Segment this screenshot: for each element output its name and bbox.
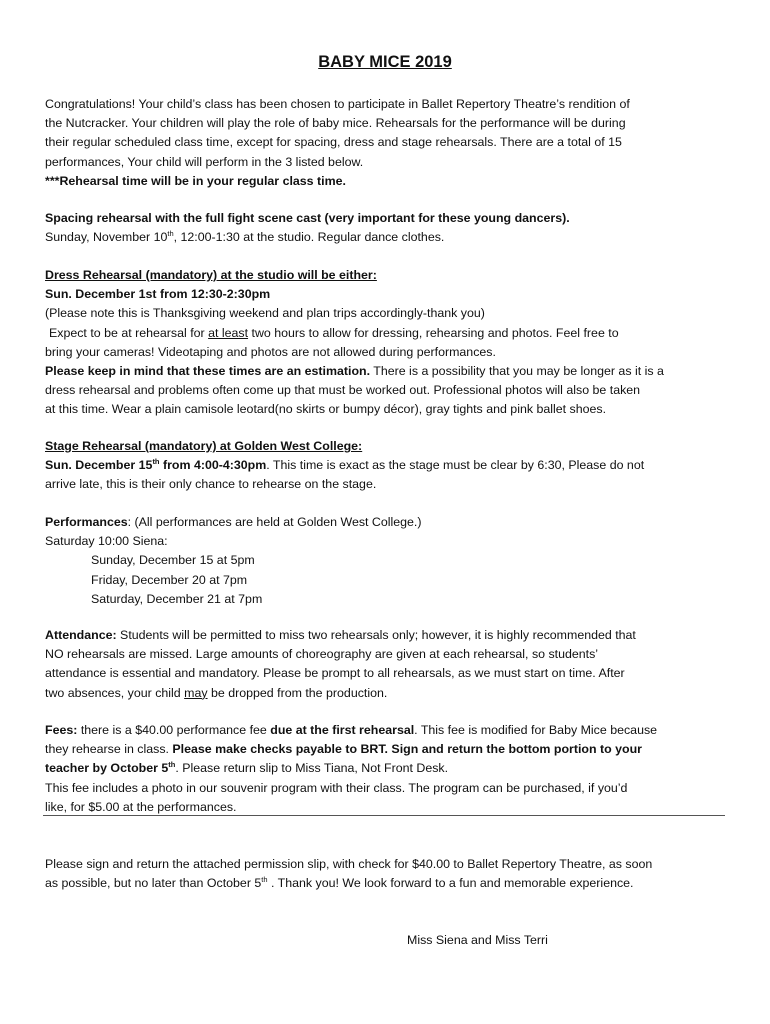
- closing-text: as possible, but no later than October 5: [45, 876, 262, 891]
- intro-line: Congratulations! Your child’s class has been chosen to participate in Ballet Repertory Theatre’s rendition of: [45, 97, 630, 111]
- fees-section: [45, 721, 730, 817]
- fees-text: there is a $40.00 performance fee: [77, 723, 271, 737]
- spacing-date-line: [45, 228, 730, 247]
- dress-text: two hours to allow for dressing, rehearsing and photos. Feel free to: [248, 325, 619, 340]
- dress-note: (Please note this is Thanksgiving weekend and plan trips accordingly-thank you): [45, 306, 485, 321]
- dress-line: bring your cameras! Videotaping and photos are not allowed during performances.: [45, 344, 496, 359]
- stage-line: arrive late, this is their only chance to rehearse on the stage.: [45, 477, 377, 492]
- performances-section: [45, 513, 730, 609]
- fees-line: like, for $5.00 at the performances.: [45, 799, 237, 814]
- attendance-text: be dropped from the production.: [207, 685, 388, 700]
- attendance-text: two absences, your child: [45, 685, 185, 700]
- stage-rehearsal-section: [45, 437, 730, 495]
- fees-text: . This fee is modified for Baby Mice because: [414, 723, 658, 737]
- fees-line: [45, 740, 730, 759]
- signature: Miss Siena and Miss Terri: [407, 933, 548, 947]
- fees-date-sup: th: [168, 760, 176, 770]
- attendance-underlined-text: may: [184, 685, 208, 700]
- fees-text: . Please return slip to Miss Tiana, Not Front Desk.: [175, 761, 449, 776]
- intro-paragraph: [45, 95, 730, 191]
- rehearsal-time-note: ***Rehearsal time will be in your regular class time.: [45, 173, 346, 188]
- dress-line: [45, 362, 730, 381]
- fees-line: [45, 721, 730, 740]
- performance-date: Sunday, December 15 at 5pm: [91, 553, 255, 568]
- dress-line: [45, 324, 730, 343]
- performances-line: [45, 513, 730, 532]
- attendance-line: [45, 626, 730, 645]
- fees-line: This fee includes a photo in our souvenir program with their class. The program can be purchased, if you’d: [45, 780, 628, 795]
- fees-bold-text: Please make checks payable to BRT. Sign and return the bottom portion to your: [172, 742, 642, 757]
- closing-date-sup: th: [261, 875, 268, 885]
- dress-text: There is a possibility that you may be longer as it is a: [370, 364, 664, 379]
- attendance-line: attendance is essential and mandatory. Please be prompt to all rehearsals, as we must start on time. After: [45, 666, 625, 681]
- performance-date: Friday, December 20 at 7pm: [91, 572, 248, 587]
- page-title: BABY MICE 2019: [318, 53, 452, 71]
- performances-text: : (All performances are held at Golden West College.): [127, 515, 422, 529]
- dress-text: Expect to be at rehearsal for: [49, 325, 209, 340]
- closing-paragraph: [45, 855, 730, 893]
- fees-line: [45, 759, 730, 778]
- attendance-line: [45, 684, 730, 703]
- stage-bold-text: from 4:00-4:30pm: [159, 458, 267, 473]
- spacing-date-rest: , 12:00-1:30 at the studio. Regular dance clothes.: [173, 230, 445, 245]
- fees-bold-text: teacher by October 5: [45, 761, 169, 776]
- closing-text: . Thank you! We look forward to a fun and memorable experience.: [267, 876, 634, 891]
- dress-underlined-text: at least: [208, 325, 249, 340]
- dress-rehearsal-section: [45, 266, 730, 420]
- dress-heading: Dress Rehearsal (mandatory) at the studio will be either:: [45, 268, 377, 282]
- stage-bold-text: Sun. December 15: [45, 458, 153, 473]
- dress-bold-text: Please keep in mind that these times are an estimation.: [45, 364, 371, 379]
- spacing-date-text: Sunday, November 10: [45, 230, 168, 245]
- fees-text: they rehearse in class.: [45, 742, 173, 757]
- spacing-rehearsal-section: [45, 209, 730, 247]
- stage-heading: Stage Rehearsal (mandatory) at Golden West College:: [45, 439, 363, 453]
- closing-line: Please sign and return the attached permission slip, with check for $40.00 to Ballet Repertory Theatre, as soon: [45, 857, 653, 871]
- attendance-line: NO rehearsals are missed. Large amounts of choreography are given at each rehearsal, so students’: [45, 647, 599, 662]
- fees-bold-text: due at the first rehearsal: [270, 723, 415, 737]
- attendance-label: Attendance:: [45, 628, 117, 642]
- spacing-date-sup: th: [167, 229, 174, 239]
- attendance-section: [45, 626, 730, 703]
- dress-line: dress rehearsal and problems often come up that must be worked out. Professional photos will also be taken: [45, 383, 641, 398]
- fees-label: Fees:: [45, 723, 78, 737]
- spacing-heading: Spacing rehearsal with the full fight scene cast (very important for these young dancers).: [45, 211, 570, 225]
- performances-label: Performances: [45, 515, 128, 529]
- intro-line: the Nutcracker. Your children will play the role of baby mice. Rehearsals for the performance will be during: [45, 116, 626, 131]
- attendance-text: Students will be permitted to miss two rehearsals only; however, it is highly recommended that: [116, 628, 636, 642]
- dress-date: Sun. December 1st from 12:30-2:30pm: [45, 287, 271, 302]
- divider-line: [43, 815, 725, 816]
- performance-date: Saturday, December 21 at 7pm: [91, 591, 263, 606]
- intro-line: performances, Your child will perform in the 3 listed below.: [45, 154, 364, 169]
- dress-line: at this time. Wear a plain camisole leotard(no skirts or bumpy décor), gray tights and pink ballet shoes.: [45, 402, 607, 417]
- stage-text: . This time is exact as the stage must be clear by 6:30, Please do not: [266, 458, 645, 473]
- intro-line: their regular scheduled class time, except for spacing, dress and stage rehearsals. There are a total of 15: [45, 135, 622, 150]
- stage-date-sup: th: [152, 457, 160, 467]
- stage-line: [45, 456, 730, 475]
- performance-group: Saturday 10:00 Siena:: [45, 534, 168, 549]
- closing-line: [45, 874, 730, 893]
